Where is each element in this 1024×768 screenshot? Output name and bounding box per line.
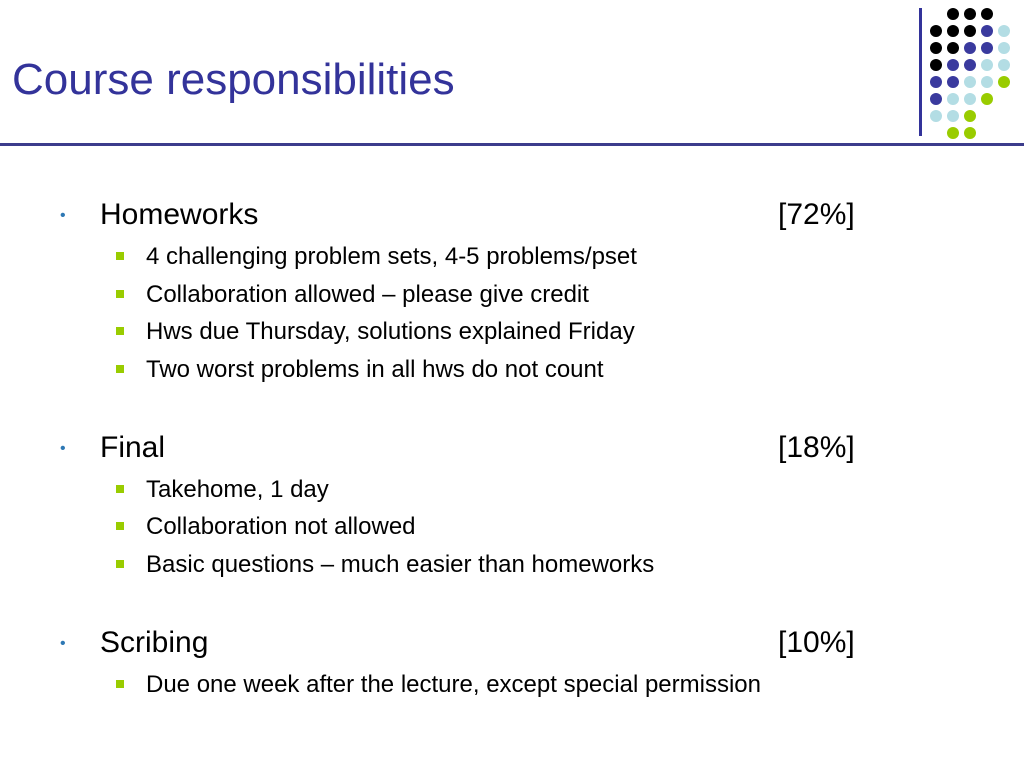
decorative-dot bbox=[964, 42, 976, 54]
decorative-dot bbox=[947, 76, 959, 88]
decorative-dot bbox=[981, 42, 993, 54]
decorative-dot bbox=[930, 59, 942, 71]
decorative-dot bbox=[947, 8, 959, 20]
list-item: Basic questions – much easier than homeworks bbox=[146, 551, 655, 578]
decorative-dot bbox=[964, 59, 976, 71]
decorative-dot bbox=[998, 42, 1010, 54]
decorative-dot bbox=[981, 25, 993, 37]
slide-title: Course responsibilities bbox=[12, 55, 455, 104]
square-bullet-icon bbox=[116, 522, 124, 530]
square-bullet-icon bbox=[116, 680, 124, 688]
decorative-dot bbox=[930, 110, 942, 122]
decorative-dot bbox=[947, 93, 959, 105]
decorative-dot bbox=[947, 110, 959, 122]
square-bullet-icon bbox=[116, 327, 124, 335]
decorative-dot bbox=[981, 59, 993, 71]
decorative-dot bbox=[930, 42, 942, 54]
square-bullet-icon bbox=[116, 485, 124, 493]
square-bullet-icon bbox=[116, 560, 124, 568]
section-heading-scribing: Scribing bbox=[100, 626, 209, 659]
square-bullet-icon bbox=[116, 252, 124, 260]
decorative-dot bbox=[998, 59, 1010, 71]
decorative-dot bbox=[981, 8, 993, 20]
list-item: 4 challenging problem sets, 4-5 problems/pset bbox=[146, 243, 637, 270]
list-item: Collaboration allowed – please give credit bbox=[146, 281, 589, 308]
decorative-dot bbox=[964, 110, 976, 122]
square-bullet-icon bbox=[116, 365, 124, 373]
list-item: Collaboration not allowed bbox=[146, 513, 416, 540]
decorative-dot bbox=[947, 127, 959, 139]
bullet-icon: • bbox=[60, 207, 66, 224]
decorative-dot bbox=[947, 42, 959, 54]
section-heading-homeworks: Homeworks bbox=[100, 198, 259, 231]
decorative-dot bbox=[930, 93, 942, 105]
list-item: Two worst problems in all hws do not count bbox=[146, 356, 604, 383]
list-item: Due one week after the lecture, except special permission bbox=[146, 671, 761, 698]
title-underline bbox=[0, 143, 1024, 146]
decorative-dot bbox=[930, 25, 942, 37]
decorative-dot bbox=[964, 76, 976, 88]
decorative-dot bbox=[981, 76, 993, 88]
decorative-dot bbox=[981, 93, 993, 105]
section-weight-scribing: [10%] bbox=[778, 626, 855, 659]
list-item: Hws due Thursday, solutions explained Friday bbox=[146, 318, 635, 345]
bullet-icon: • bbox=[60, 440, 66, 457]
decorative-dot bbox=[964, 25, 976, 37]
list-item: Takehome, 1 day bbox=[146, 476, 329, 503]
bullet-icon: • bbox=[60, 635, 66, 652]
decorative-dot bbox=[998, 76, 1010, 88]
section-heading-final: Final bbox=[100, 431, 166, 464]
section-weight-final: [18%] bbox=[778, 431, 855, 464]
decorative-vertical-rule bbox=[919, 8, 922, 136]
decorative-dot bbox=[930, 76, 942, 88]
section-weight-homeworks: [72%] bbox=[778, 198, 855, 231]
decorative-dot bbox=[998, 25, 1010, 37]
decorative-dot-grid bbox=[930, 8, 1010, 138]
square-bullet-icon bbox=[116, 290, 124, 298]
decorative-dot bbox=[964, 127, 976, 139]
decorative-dot bbox=[947, 59, 959, 71]
decorative-dot bbox=[964, 93, 976, 105]
decorative-dot bbox=[947, 25, 959, 37]
decorative-dot bbox=[964, 8, 976, 20]
